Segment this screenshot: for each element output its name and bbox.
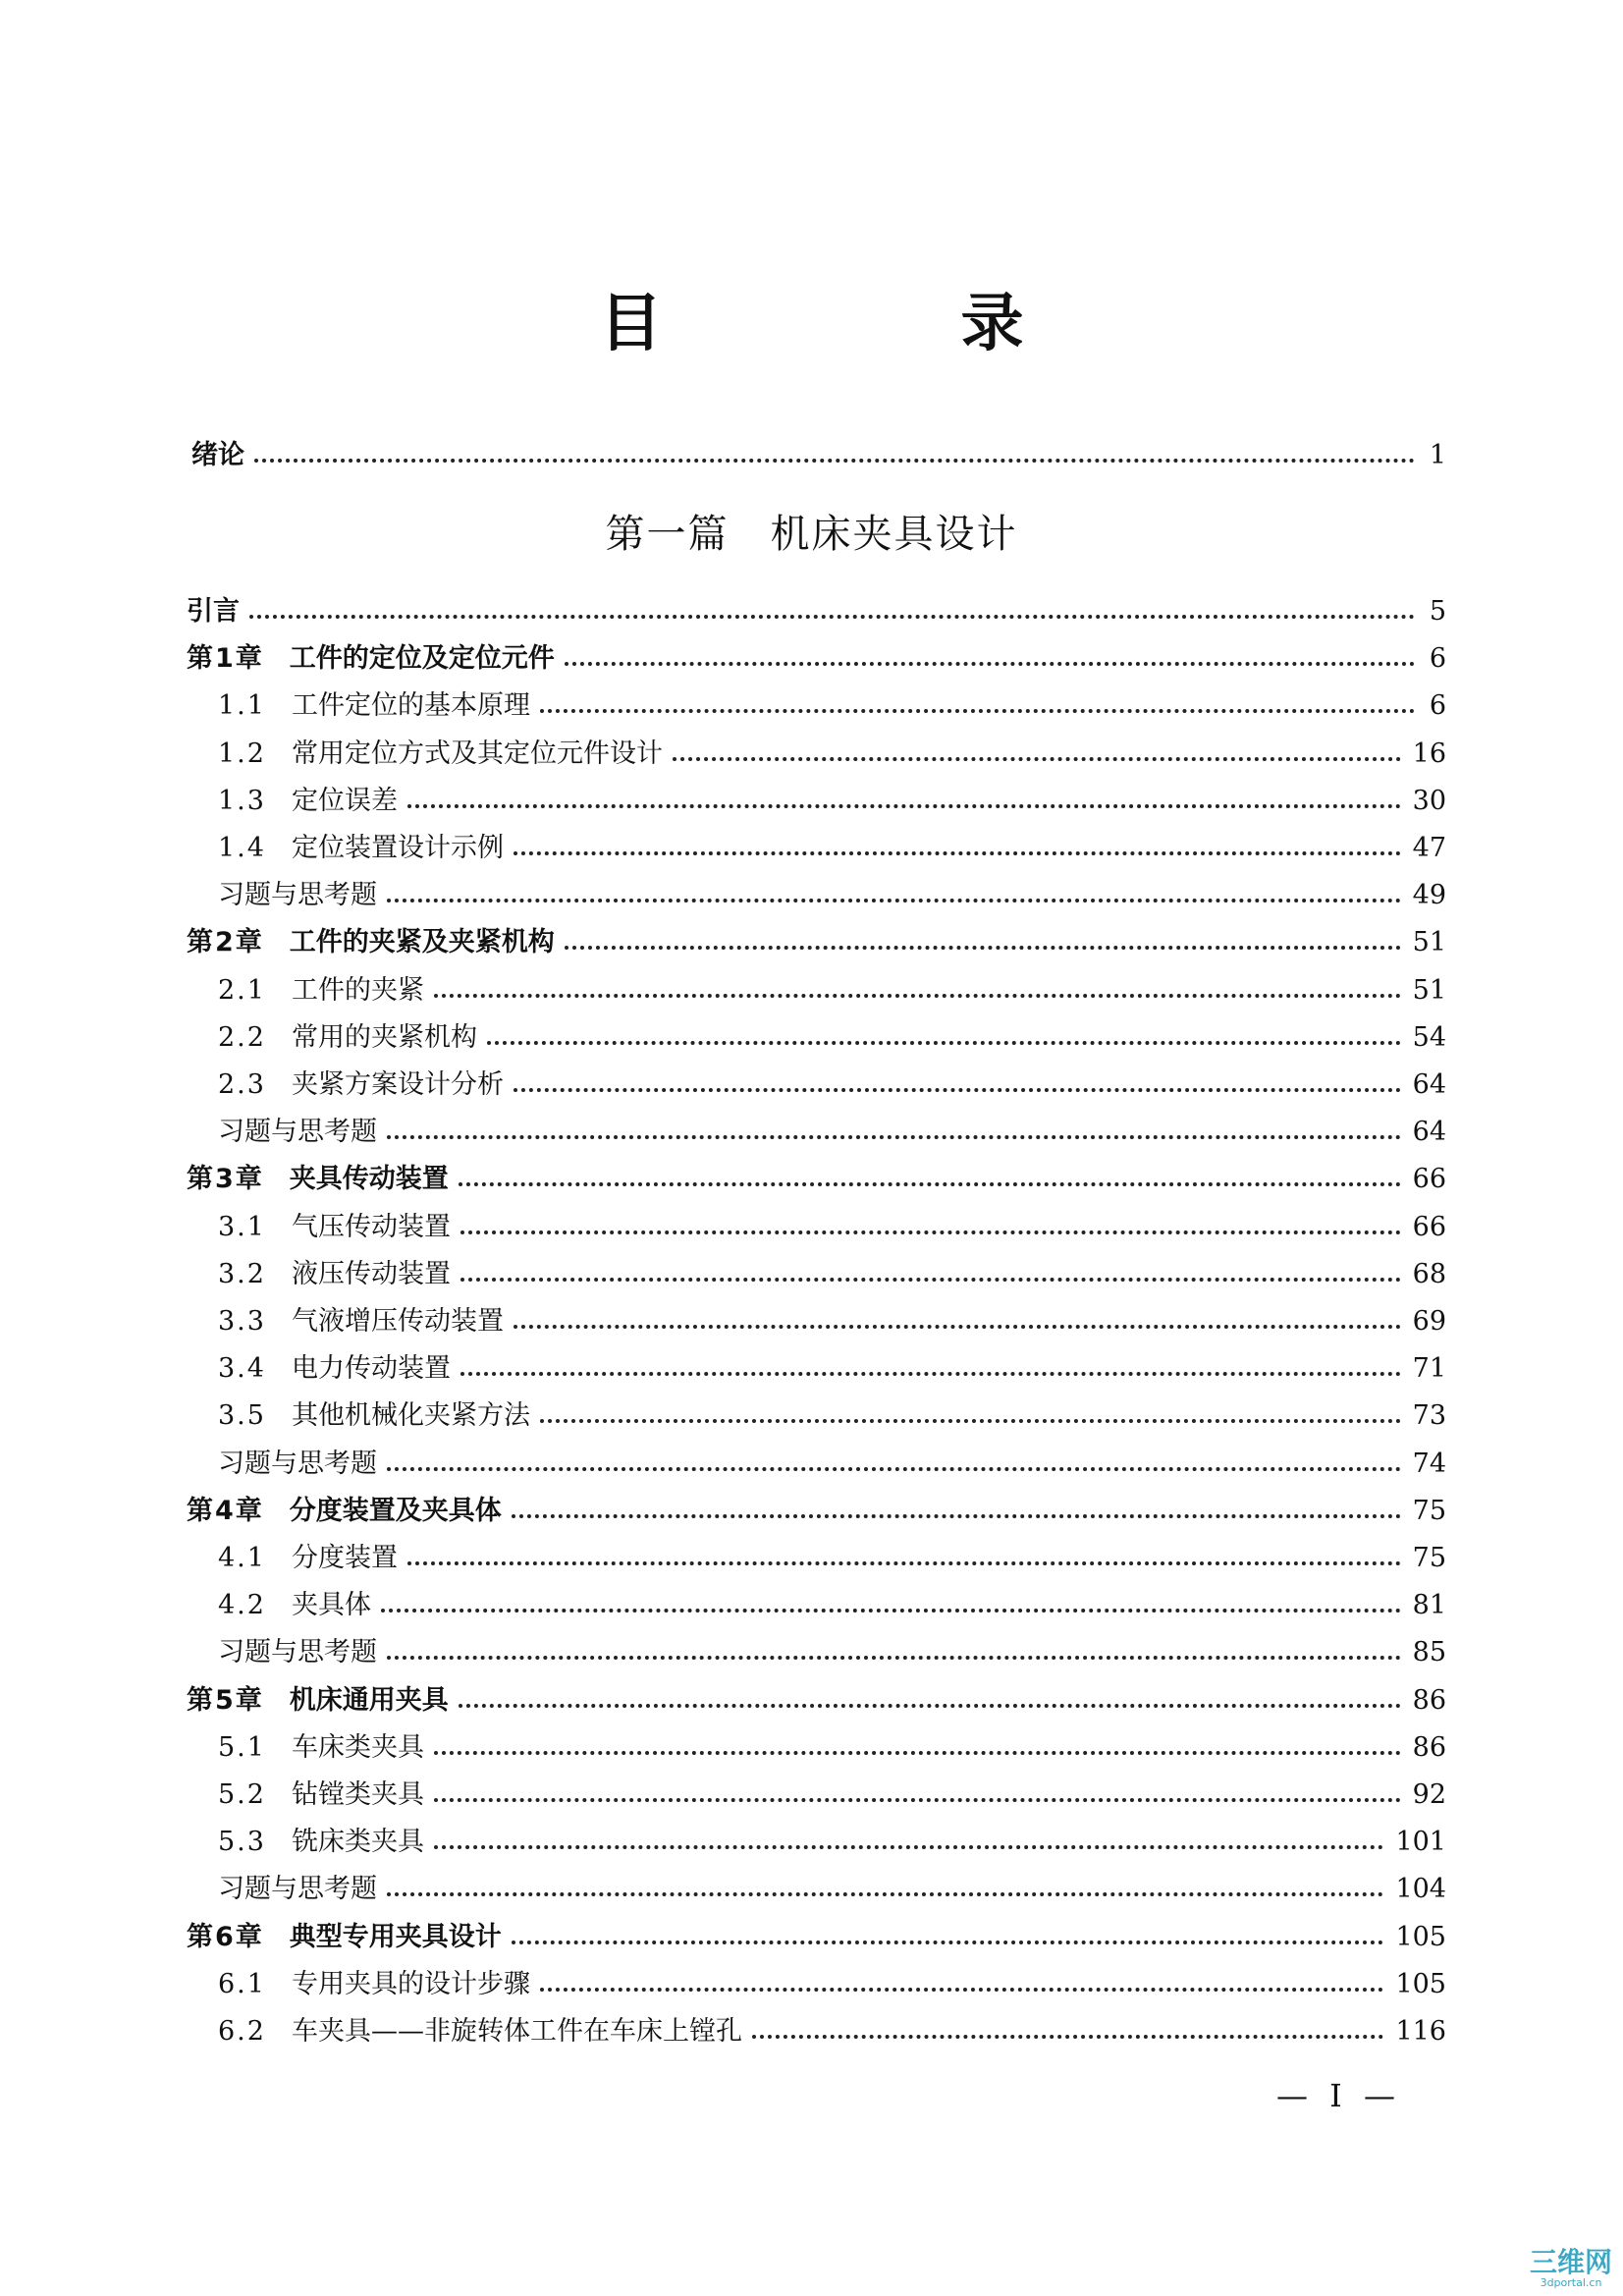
toc-entry-text: 常用的夹紧机构 bbox=[291, 1022, 477, 1053]
toc-entry-label bbox=[218, 1066, 504, 1105]
dot-leader bbox=[407, 1561, 1401, 1565]
toc-section bbox=[218, 1018, 1446, 1058]
toc-entry-number: 3.3 bbox=[218, 1306, 266, 1337]
toc-chapter bbox=[187, 923, 1446, 962]
toc-entry-number: 4.2 bbox=[218, 1590, 266, 1620]
dot-leader bbox=[487, 1041, 1401, 1045]
toc-entry-label bbox=[218, 829, 504, 868]
toc-entry-page: 86 bbox=[1412, 1685, 1446, 1716]
toc-entry-number: 5.3 bbox=[218, 1827, 266, 1857]
toc-entry-page: 105 bbox=[1395, 1922, 1446, 1952]
toc-entry-text: 常用定位方式及其定位元件设计 bbox=[291, 738, 663, 769]
toc-entry-number: 1.2 bbox=[218, 738, 266, 769]
toc-section bbox=[218, 1255, 1446, 1294]
toc-entry-page: 71 bbox=[1412, 1353, 1446, 1384]
toc-entry-number: 第4章 bbox=[187, 1496, 264, 1526]
toc-entry-label bbox=[187, 1681, 449, 1721]
toc-section bbox=[218, 1208, 1446, 1247]
toc-section bbox=[218, 1728, 1446, 1768]
toc-entry-label bbox=[218, 735, 663, 774]
toc-section bbox=[218, 686, 1446, 726]
toc-entry-label bbox=[218, 1728, 424, 1768]
toc-entry-number: 5.1 bbox=[218, 1732, 266, 1763]
dot-leader bbox=[460, 1230, 1401, 1234]
toc-entry-label bbox=[218, 782, 398, 821]
toc-entry-text: 分度装置 bbox=[291, 1543, 398, 1573]
dot-leader bbox=[459, 1704, 1401, 1708]
toc-entry-page: 64 bbox=[1412, 1117, 1446, 1147]
toc-entry-number: 1.4 bbox=[218, 833, 266, 863]
dot-leader bbox=[460, 1278, 1401, 1282]
toc-entry-page: 86 bbox=[1412, 1732, 1446, 1763]
toc-entry-page: 75 bbox=[1412, 1496, 1446, 1526]
toc-entry-page: 116 bbox=[1395, 2016, 1446, 2047]
toc-entry-text: 车夹具——非旋转体工件在车床上镗孔 bbox=[291, 2016, 742, 2047]
toc-chapter bbox=[187, 639, 1446, 679]
toc-entry-text: 液压传动装置 bbox=[291, 1259, 451, 1289]
toc-entry-label bbox=[218, 1823, 424, 1862]
toc-entry-page: 49 bbox=[1412, 880, 1446, 910]
toc-entry-text: 工件定位的基本原理 bbox=[291, 690, 530, 721]
toc-entry-text: 引言 bbox=[187, 596, 240, 627]
toc-entry-page: 54 bbox=[1412, 1022, 1446, 1053]
toc-entry-text: 工件的夹紧 bbox=[291, 975, 424, 1006]
toc-section bbox=[218, 1586, 1446, 1625]
toc-entry-label bbox=[218, 1208, 451, 1247]
toc-entry-label bbox=[218, 1018, 477, 1058]
toc-entry-page: 30 bbox=[1412, 786, 1446, 816]
toc-entry-page: 66 bbox=[1412, 1212, 1446, 1242]
watermark-logo bbox=[1522, 2246, 1620, 2290]
toc-entry-label bbox=[187, 1918, 502, 1957]
toc-entry-label bbox=[218, 1870, 377, 1909]
toc-section bbox=[218, 1396, 1446, 1436]
toc-section bbox=[218, 2012, 1446, 2051]
toc-entry-number: 2.1 bbox=[218, 975, 266, 1006]
dot-leader bbox=[752, 2035, 1384, 2039]
toc-entry-text: 气液增压传动装置 bbox=[291, 1306, 504, 1337]
toc-entry-label bbox=[218, 1539, 398, 1578]
toc-section bbox=[218, 1539, 1446, 1578]
toc-entry-label bbox=[187, 1492, 502, 1531]
toc-section bbox=[218, 1302, 1446, 1341]
toc-chapter bbox=[187, 1160, 1446, 1199]
dot-leader bbox=[565, 946, 1401, 950]
toc-entry-text: 习题与思考题 bbox=[218, 1117, 377, 1147]
dot-leader bbox=[512, 1941, 1384, 1944]
dot-leader bbox=[387, 1656, 1401, 1660]
toc-entry-text: 习题与思考题 bbox=[218, 1874, 377, 1904]
toc-section bbox=[218, 1349, 1446, 1389]
toc-chapter bbox=[187, 1492, 1446, 1531]
dot-leader bbox=[514, 851, 1401, 855]
toc-entry bbox=[218, 876, 1446, 915]
dot-leader bbox=[540, 1419, 1401, 1423]
toc-entry-label bbox=[187, 1160, 449, 1199]
dot-leader bbox=[381, 1609, 1401, 1613]
dot-leader bbox=[254, 459, 1415, 463]
toc-chapter bbox=[187, 1681, 1446, 1721]
toc-entry-number: 3.2 bbox=[218, 1259, 266, 1289]
toc-entry-number: 第1章 bbox=[187, 643, 264, 674]
page-title: 目 录 bbox=[599, 288, 1142, 360]
toc-section bbox=[218, 1776, 1446, 1815]
toc-section bbox=[218, 1823, 1446, 1862]
dot-leader bbox=[565, 662, 1415, 666]
toc-entry bbox=[218, 1445, 1446, 1484]
dot-leader bbox=[459, 1182, 1401, 1186]
dot-leader bbox=[387, 1892, 1383, 1896]
toc-entry-text: 气压传动装置 bbox=[291, 1212, 451, 1242]
dot-leader bbox=[407, 804, 1401, 808]
dot-leader bbox=[512, 1514, 1401, 1518]
toc-entry-text: 习题与思考题 bbox=[218, 880, 377, 910]
toc-entry-text: 定位误差 bbox=[291, 786, 398, 816]
toc-entry-text: 习题与思考题 bbox=[218, 1449, 377, 1479]
toc-entry-page: 16 bbox=[1412, 738, 1446, 769]
toc-entry bbox=[187, 592, 1446, 631]
dot-leader bbox=[540, 709, 1415, 713]
toc-entry-page: 105 bbox=[1395, 1969, 1446, 1999]
toc-entry-page: 85 bbox=[1412, 1637, 1446, 1667]
dot-leader bbox=[540, 1988, 1384, 1992]
dot-leader bbox=[434, 994, 1401, 998]
toc-entry bbox=[218, 1633, 1446, 1672]
dot-leader bbox=[249, 615, 1415, 619]
toc-entry-text: 电力传动装置 bbox=[291, 1353, 451, 1384]
toc-entry-text: 工件的定位及定位元件 bbox=[289, 643, 555, 674]
toc-entry-page: 92 bbox=[1412, 1779, 1446, 1810]
toc-entry-page: 51 bbox=[1412, 927, 1446, 957]
toc-entry-page: 68 bbox=[1412, 1259, 1446, 1289]
toc-entry-page: 66 bbox=[1412, 1164, 1446, 1194]
part-title: 第一篇 机床夹具设计 bbox=[605, 512, 1018, 557]
toc-entry-label bbox=[218, 1965, 530, 2004]
toc-entry-intro bbox=[191, 436, 1446, 475]
dot-leader bbox=[434, 1798, 1401, 1802]
toc-entry-number: 5.2 bbox=[218, 1779, 266, 1810]
toc-entry-text: 习题与思考题 bbox=[218, 1637, 377, 1667]
toc-entry-number: 3.1 bbox=[218, 1212, 266, 1242]
toc-entry-label bbox=[187, 639, 555, 679]
toc-entry-label bbox=[218, 876, 377, 915]
dot-leader bbox=[673, 757, 1401, 761]
toc-entry bbox=[218, 1870, 1446, 1909]
toc-entry-page: 51 bbox=[1412, 975, 1446, 1006]
toc-entry-page: 73 bbox=[1412, 1400, 1446, 1431]
toc-section bbox=[218, 1066, 1446, 1105]
dot-leader bbox=[434, 1845, 1384, 1849]
toc-entry-page: 6 bbox=[1429, 643, 1446, 674]
dot-leader bbox=[514, 1088, 1401, 1092]
toc-entry-text: 工件的夹紧及夹紧机构 bbox=[289, 927, 555, 957]
toc-entry-number: 第6章 bbox=[187, 1922, 264, 1952]
toc-entry-number: 2.3 bbox=[218, 1069, 266, 1100]
toc-entry-number: 6.2 bbox=[218, 2016, 266, 2047]
toc-section bbox=[218, 971, 1446, 1011]
toc-entry-text: 典型专用夹具设计 bbox=[289, 1922, 502, 1952]
toc-entry-page: 5 bbox=[1429, 596, 1446, 627]
watermark-sub: 3dportal.cn bbox=[1540, 2276, 1602, 2289]
toc-entry-page: 101 bbox=[1395, 1827, 1446, 1857]
toc-entry-number: 第5章 bbox=[187, 1685, 264, 1716]
toc-entry-page: 74 bbox=[1412, 1449, 1446, 1479]
toc-entry bbox=[218, 1113, 1446, 1152]
toc-entry-number: 2.2 bbox=[218, 1022, 266, 1053]
toc-entry-label bbox=[187, 592, 240, 631]
toc-entry-text: 夹具体 bbox=[291, 1590, 371, 1620]
toc-entry-text: 铣床类夹具 bbox=[291, 1827, 424, 1857]
toc-entry-page: 6 bbox=[1429, 690, 1446, 721]
dot-leader bbox=[514, 1325, 1401, 1329]
toc-entry-text: 夹紧方案设计分析 bbox=[291, 1069, 504, 1100]
watermark-main: 三维网 bbox=[1529, 2246, 1612, 2278]
toc-entry-label bbox=[218, 1302, 504, 1341]
toc-entry-number: 3.4 bbox=[218, 1353, 266, 1384]
toc-entry-label bbox=[218, 971, 424, 1011]
toc-entry-label bbox=[218, 1396, 530, 1436]
toc-entry-label bbox=[218, 686, 530, 726]
toc-entry-label bbox=[218, 1255, 451, 1294]
toc-entry-number: 1.3 bbox=[218, 786, 266, 816]
toc-entry-number: 第2章 bbox=[187, 927, 264, 957]
toc-entry-page: 1 bbox=[1429, 440, 1446, 470]
toc-entry-page: 47 bbox=[1412, 833, 1446, 863]
toc-chapter bbox=[187, 1918, 1446, 1957]
toc-entry-label bbox=[218, 1445, 377, 1484]
toc-entry-text: 夹具传动装置 bbox=[289, 1164, 449, 1194]
dot-leader bbox=[387, 1467, 1401, 1471]
footer-page-number: — I — bbox=[1276, 2077, 1401, 2114]
toc-entry-page: 75 bbox=[1412, 1543, 1446, 1573]
dot-leader bbox=[387, 899, 1401, 902]
toc-entry-label: 绪论 bbox=[191, 440, 244, 470]
dot-leader bbox=[387, 1135, 1401, 1139]
toc-entry-number: 1.1 bbox=[218, 690, 266, 721]
toc-entry-label bbox=[218, 1349, 451, 1389]
toc-entry-text: 定位装置设计示例 bbox=[291, 833, 504, 863]
toc-entry-text: 机床通用夹具 bbox=[289, 1685, 449, 1716]
toc-entry-text: 分度装置及夹具体 bbox=[289, 1496, 502, 1526]
toc-entry-page: 69 bbox=[1412, 1306, 1446, 1337]
toc-entry-page: 104 bbox=[1395, 1874, 1446, 1904]
toc-entry-number: 第3章 bbox=[187, 1164, 264, 1194]
toc-section bbox=[218, 735, 1446, 774]
toc-entry-page: 81 bbox=[1412, 1590, 1446, 1620]
toc-entry-label bbox=[187, 923, 555, 962]
toc-entry-label bbox=[218, 2012, 742, 2051]
toc-entry-number: 6.1 bbox=[218, 1969, 266, 1999]
toc-entry-number: 3.5 bbox=[218, 1400, 266, 1431]
toc-entry-label bbox=[218, 1586, 371, 1625]
dot-leader bbox=[434, 1751, 1401, 1755]
dot-leader bbox=[460, 1372, 1401, 1376]
toc-entry-number: 4.1 bbox=[218, 1543, 266, 1573]
toc-entry-text: 钻镗类夹具 bbox=[291, 1779, 424, 1810]
toc-section bbox=[218, 782, 1446, 821]
toc-entry-text: 车床类夹具 bbox=[291, 1732, 424, 1763]
toc-entry-text: 其他机械化夹紧方法 bbox=[291, 1400, 530, 1431]
toc-entry-label bbox=[218, 1113, 377, 1152]
toc-section bbox=[218, 829, 1446, 868]
toc-section bbox=[218, 1965, 1446, 2004]
toc-entry-label bbox=[218, 1776, 424, 1815]
toc-entry-page: 64 bbox=[1412, 1069, 1446, 1100]
toc-entry-label bbox=[218, 1633, 377, 1672]
toc-entry-text: 专用夹具的设计步骤 bbox=[291, 1969, 530, 1999]
